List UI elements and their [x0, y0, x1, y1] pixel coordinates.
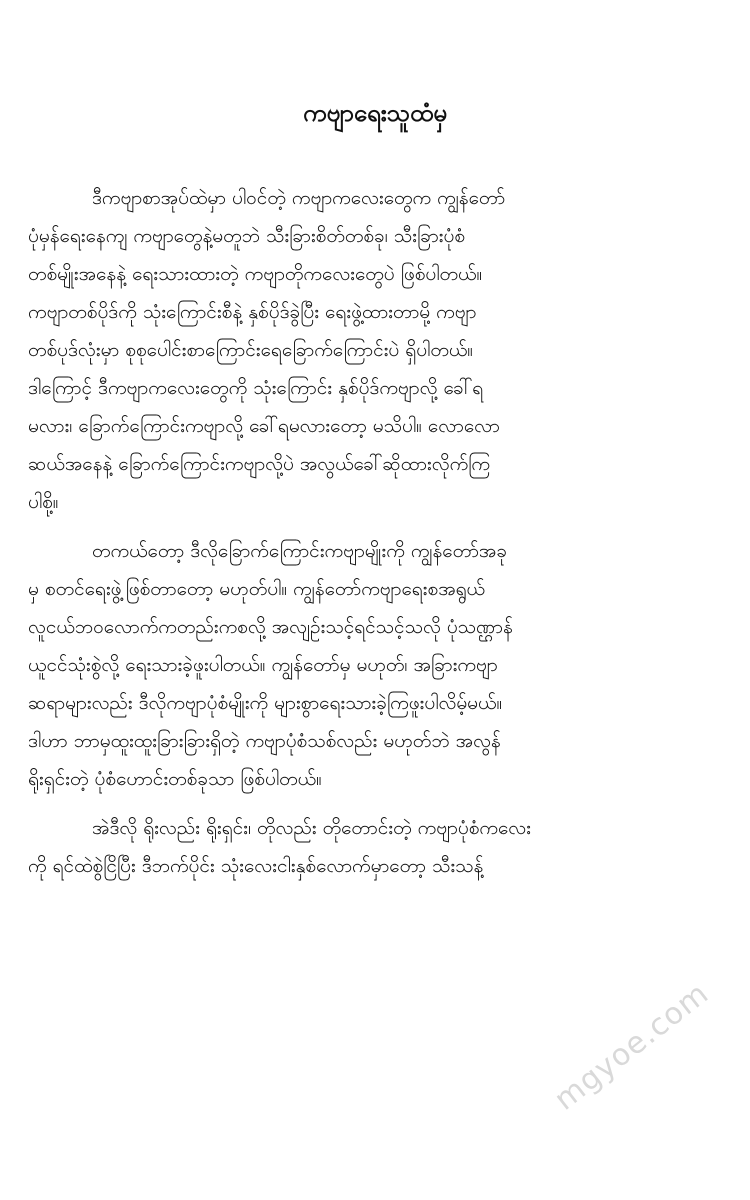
text-line: ယူငင်သုံးစွဲလို့ ရေးသားခဲ့ဖူးပါတယ်။ ကျွန်တော်မှ မဟုတ်၊ အခြားကဗျာ	[28, 654, 498, 676]
text-line: တစ်ပုဒ်လုံးမှာ စုစုပေါင်းစာကြောင်းရေခြောက်ကြောင်းပဲ ရှိပါတယ်။	[28, 339, 474, 361]
text-line: ဒီကဗျာစာအုပ်ထဲမှာ ပါဝင်တဲ့ ကဗျာကလေးတွေက ကျွန်တော်	[92, 187, 506, 209]
text-line: မလား၊ ခြောက်ကြောင်းကဗျာလို့ ခေါ်ရမလားတော့ မသိပါ။ လောလော	[28, 415, 500, 437]
text-line: ဒါကြောင့် ဒီကဗျာကလေးတွေကို သုံးကြောင်း နှစ်ပိုဒ်ကဗျာလို့ ခေါ်ရ	[28, 377, 484, 399]
text-line: ပုံမှန်ရေးနေကျ ကဗျာတွေနဲ့မတူဘဲ သီးခြားစိတ်တစ်ခု၊ သီးခြားပုံစံ	[28, 225, 466, 247]
text-line: တစ်မျိုးအနေနဲ့ ရေးသားထားတဲ့ ကဗျာတိုကလေးတွေပဲ ဖြစ်ပါတယ်။	[28, 263, 483, 285]
text-line: ဒါဟာ ဘာမှထူးထူးခြားခြားရှိတဲ့ ကဗျာပုံစံသစ်လည်း မဟုတ်ဘဲ အလွန်	[28, 730, 501, 752]
text-line: မှ စတင်ရေးဖွဲ့ဖြစ်တာတော့ မဟုတ်ပါ။ ကျွန်တော်ကဗျာရေးစအရွယ်	[28, 578, 485, 600]
text-line: လူငယ်ဘဝလောက်ကတည်းကစလို့ အလျဉ်းသင့်ရင်သင့်သလို ပုံသဏ္ဌာန်	[28, 616, 513, 638]
text-line: ကို ရင်ထဲစွဲငြိပြီး ဒီဘက်ပိုင်း သုံးလေးငါးနှစ်လောက်မှာတော့ သီးသန့်	[28, 855, 484, 877]
text-line: ကဗျာတစ်ပိုဒ်ကို သုံးကြောင်းစီနဲ့ နှစ်ပိုဒ်ခွဲပြီး ရေးဖွဲ့ထားတာမို့ ကဗျာ	[28, 301, 477, 323]
text-line: ပါစို့။	[28, 491, 59, 513]
text-line: ဆယ်အနေနဲ့ ခြောက်ကြောင်းကဗျာလို့ပဲ အလွယ်ခေါ်ဆိုထားလိုက်ကြ	[28, 453, 490, 475]
text-line: ရိုးရှင်းတဲ့ ပုံစံဟောင်းတစ်ခုသာ ဖြစ်ပါတယ်။	[28, 768, 322, 790]
watermark: mgyoe.com	[548, 975, 716, 1118]
text-line: တကယ်တော့ ဒီလိုခြောက်ကြောင်းကဗျာမျိုးကို ကျွန်တော်အခု	[92, 540, 508, 562]
page-title: ကဗျာရေးသူထံမှ	[303, 99, 447, 127]
text-line: အဲဒီလို ရိုးလည်း ရိုးရှင်း၊ တိုလည်း တိုတောင်းတဲ့ ကဗျာပုံစံကလေး	[92, 817, 531, 839]
text-line: ဆရာများလည်း ဒီလိုကဗျာပုံစံမျိုးကို များစွာရေးသားခဲ့ကြဖူးပါလိမ့်မယ်။	[28, 692, 503, 714]
